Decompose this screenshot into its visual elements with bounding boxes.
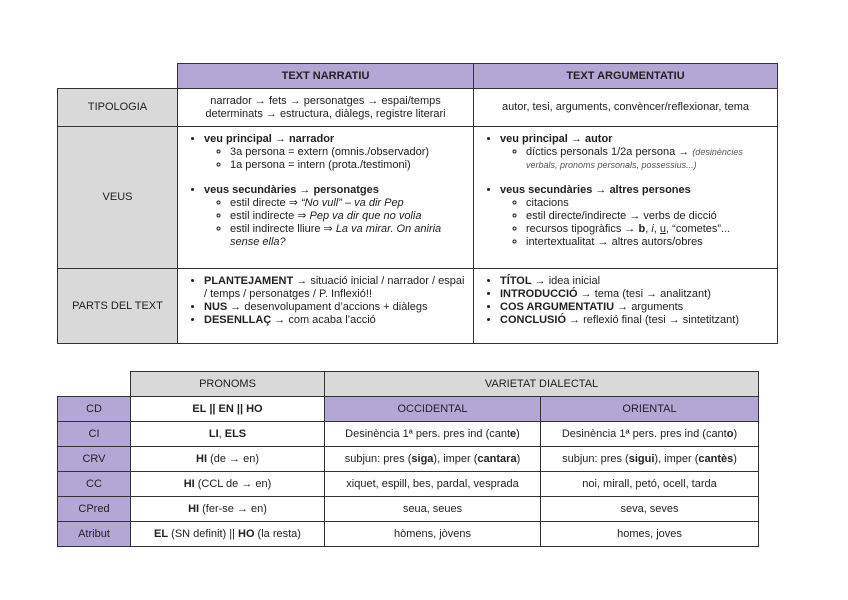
row-label-veus: VEUS xyxy=(58,127,178,269)
parts-argumentatiu xyxy=(474,269,778,344)
oriental-cc: noi, mirall, petó, ocell, tarda xyxy=(541,472,759,497)
list-item: • PLANTEJAMENT → situació inicial / narrador / espai / temps / personatges / P. Inflexió!! xyxy=(204,275,467,301)
row-label-parts: PARTS DEL TEXT xyxy=(58,269,178,344)
list-item: • veu principal → autor ◦ díctics personals 1/2a persona → (desinències verbals, pronoms personals, possessius...) xyxy=(500,133,771,172)
empty-corner xyxy=(58,372,131,397)
list-item: ◦ díctics personals 1/2a persona → (desinències verbals, pronoms personals, possessius...) xyxy=(526,146,771,172)
oriental-cpred: seva, seves xyxy=(541,497,759,522)
row-label-crv: CRV xyxy=(58,447,131,472)
occidental-atribut: hòmens, jòvens xyxy=(325,522,541,547)
pronoms-cc: HI (CCL de → en) xyxy=(131,472,325,497)
list-item: ◦ intertextualitat → altres autors/obres xyxy=(526,236,771,249)
row-label-cpred: CPred xyxy=(58,497,131,522)
list-item: ◦ estil indirecte ⇒ Pep va dir que no volia xyxy=(230,210,467,223)
row-label-ci: CI xyxy=(58,422,131,447)
empty-corner xyxy=(58,64,178,89)
list-item: • CONCLUSIÓ → reflexió final (tesi → sintetitzant) xyxy=(500,314,771,327)
tipologia-argumentatiu: autor, tesi, arguments, convèncer/reflexionar, tema xyxy=(474,89,778,127)
list-item: • TÍTOL → idea inicial xyxy=(500,275,771,288)
list-item: • NUS → desenvolupament d’accions + diàlegs xyxy=(204,301,467,314)
row-label-tipologia: TIPOLOGIA xyxy=(58,89,178,127)
pronoms-ci: LI, ELS xyxy=(131,422,325,447)
oriental-atribut: homes, joves xyxy=(541,522,759,547)
list-item: • veus secundàries → personatges ◦ estil directe ⇒ “No vull” – va dir Pep ◦ estil indirecte ⇒ Pep va dir que no volia ◦ estil indirecte lliure ⇒ La va mirar. On aniria sense ella? xyxy=(204,184,467,249)
pronouns-dialect-table xyxy=(57,371,759,547)
row-label-atribut: Atribut xyxy=(58,522,131,547)
oriental-ci: Desinència 1ª pers. pres ind (canto) xyxy=(541,422,759,447)
oriental-crv: subjun: pres (sigui), imper (cantès) xyxy=(541,447,759,472)
header-pronoms: PRONOMS xyxy=(131,372,325,397)
occidental-ci: Desinència 1ª pers. pres ind (cante) xyxy=(325,422,541,447)
list-item: • DESENLLAÇ → com acaba l’acció xyxy=(204,314,467,327)
header-varietat-dialectal: VARIETAT DIALECTAL xyxy=(325,372,759,397)
veus-narratiu xyxy=(178,127,474,269)
veus-argumentatiu xyxy=(474,127,778,269)
list-item: • veu principal → narrador ◦ 3a persona = extern (omnis./observador) ◦ 1a persona = intern (prota./testimoni) xyxy=(204,133,467,172)
parts-narratiu xyxy=(178,269,474,344)
occidental-crv: subjun: pres (siga), imper (cantara) xyxy=(325,447,541,472)
pronoms-atribut: EL (SN definit) || HO (la resta) xyxy=(131,522,325,547)
list-item: ◦ estil directe ⇒ “No vull” – va dir Pep xyxy=(230,197,467,210)
list-item: ◦ estil directe/indirecte → verbs de dicció xyxy=(526,210,771,223)
pronoms-cd: EL || EN || HO xyxy=(131,397,325,422)
header-occidental: OCCIDENTAL xyxy=(325,397,541,422)
header-text-narratiu: TEXT NARRATIU xyxy=(178,64,474,89)
occidental-cc: xiquet, espill, bes, pardal, vesprada xyxy=(325,472,541,497)
list-item: ◦ recursos tipogràfics → b, i, u, “cometes”... xyxy=(526,223,771,236)
list-item: • INTRODUCCIÓ → tema (tesi → analitzant) xyxy=(500,288,771,301)
pronoms-cpred: HI (fer-se → en) xyxy=(131,497,325,522)
list-item: ◦ citacions xyxy=(526,197,771,210)
occidental-cpred: seua, seues xyxy=(325,497,541,522)
list-item: ◦ 3a persona = extern (omnis./observador) xyxy=(230,146,467,159)
tipologia-narratiu: narrador → fets → personatges → espai/temps determinats → estructura, diàlegs, registre literari xyxy=(178,89,474,127)
header-text-argumentatiu: TEXT ARGUMENTATIU xyxy=(474,64,778,89)
list-item: • veus secundàries → altres persones ◦ citacions ◦ estil directe/indirecte → verbs de dicció ◦ recursos tipogràfics → b, i, u, “cometes”... ◦ intertextualitat → altres autors/obres xyxy=(500,184,771,249)
text-types-table xyxy=(57,63,778,344)
list-item: • COS ARGUMENTATIU → arguments xyxy=(500,301,771,314)
row-label-cc: CC xyxy=(58,472,131,497)
header-oriental: ORIENTAL xyxy=(541,397,759,422)
list-item: ◦ estil indirecte lliure ⇒ La va mirar. On aniria sense ella? xyxy=(230,223,467,249)
list-item: ◦ 1a persona = intern (prota./testimoni) xyxy=(230,159,467,172)
row-label-cd: CD xyxy=(58,397,131,422)
pronoms-crv: HI (de → en) xyxy=(131,447,325,472)
